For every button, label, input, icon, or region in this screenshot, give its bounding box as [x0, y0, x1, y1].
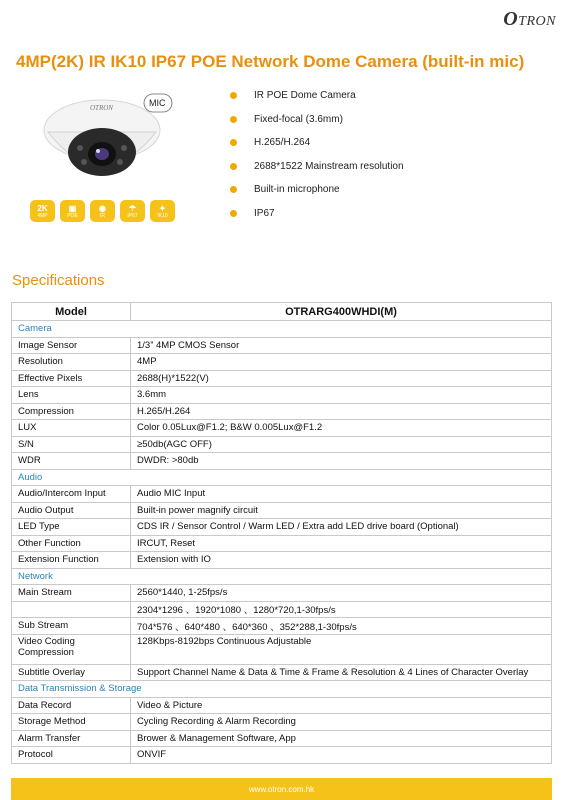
spec-section-row: [12, 568, 552, 585]
spec-label: Sub Stream: [12, 618, 131, 635]
spec-value: ONVIF: [131, 747, 552, 764]
feature-text: Fixed-focal (3.6mm): [254, 113, 343, 125]
spec-value: Support Channel Name & Data & Time & Frame & Resolution & 4 Lines of Character Overlay: [131, 664, 552, 681]
spec-value: 1/3” 4MP CMOS Sensor: [131, 337, 552, 354]
bullet-icon: [230, 210, 237, 217]
spec-label: Main Stream: [12, 585, 131, 602]
feature-list: [230, 90, 404, 231]
feature-text: H.265/H.264: [254, 137, 311, 148]
spec-row: [12, 337, 552, 354]
bullet-icon: [230, 139, 237, 146]
icon-glyph: ✦: [159, 203, 166, 213]
spec-label: Extension Function: [12, 552, 131, 569]
icon-label: POE: [67, 212, 78, 219]
spec-table-header: [12, 303, 552, 321]
spec-section-title: Camera: [12, 321, 552, 338]
spec-value: 704*576 、640*480 、640*360 、352*288,1-30fps/s: [131, 618, 552, 635]
spec-label: [12, 601, 131, 618]
spec-label: LED Type: [12, 519, 131, 536]
spec-row: [12, 486, 552, 503]
spec-row: [12, 714, 552, 731]
spec-label: Compression: [12, 403, 131, 420]
spec-value: DWDR: >80db: [131, 453, 552, 470]
spec-row: [12, 519, 552, 536]
spec-value: Cycling Recording & Alarm Recording: [131, 714, 552, 731]
spec-value: CDS IR / Sensor Control / Warm LED / Extra add LED drive board (Optional): [131, 519, 552, 536]
bullet-icon: [230, 186, 237, 193]
dome-camera-image: [38, 90, 178, 190]
spec-row: [12, 552, 552, 569]
spec-row: [12, 747, 552, 764]
spec-row: [12, 453, 552, 470]
spec-label: Audio/Intercom Input: [12, 486, 131, 503]
spec-label: Subtitle Overlay: [12, 664, 131, 681]
spec-row: [12, 502, 552, 519]
spec-label: WDR: [12, 453, 131, 470]
spec-table: [11, 302, 552, 764]
spec-label: Storage Method: [12, 714, 131, 731]
spec-row: [12, 387, 552, 404]
icon-glyph: ☂: [128, 203, 137, 213]
page-title: 4MP(2K) IR IK10 IP67 POE Network Dome Camera (built-in mic): [16, 52, 525, 71]
spec-value: Color 0.05Lux@F1.2; B&W 0.005Lux@F1.2: [131, 420, 552, 437]
spec-value: 4MP: [131, 354, 552, 371]
spec-section-title: Data Transmission & Storage: [12, 681, 552, 698]
spec-section-row: [12, 681, 552, 698]
icon-glyph: ◉: [99, 203, 106, 213]
feature-icons: [30, 200, 175, 222]
icon-label: IP67: [127, 212, 138, 219]
spec-section-title: Network: [12, 568, 552, 585]
spec-value: 2688(H)*1522(V): [131, 370, 552, 387]
spec-label: Protocol: [12, 747, 131, 764]
feature-text: IR POE Dome Camera: [254, 90, 356, 101]
spec-label: Audio Output: [12, 502, 131, 519]
header-model-value: OTRARG400WHDI(M): [131, 303, 552, 321]
spec-label: Effective Pixels: [12, 370, 131, 387]
camera-logo: OTRON: [90, 104, 113, 112]
header-model-label: Model: [12, 303, 131, 321]
vandal-icon: [150, 200, 175, 222]
specifications-heading: Specifications: [12, 272, 105, 289]
spec-row: [12, 354, 552, 371]
spec-value: 128Kbps-8192bps Continuous Adjustable: [131, 634, 552, 664]
feature-item: [230, 184, 404, 208]
spec-section-row: [12, 469, 552, 486]
spec-value: 2304*1296 、1920*1080 、1280*720,1-30fps/s: [131, 601, 552, 618]
spec-value: Extension with IO: [131, 552, 552, 569]
spec-section-title: Audio: [12, 469, 552, 486]
spec-value: Built-in power magnify circuit: [131, 502, 552, 519]
brand-logo-text: TRON: [518, 14, 556, 29]
feature-text: Built-in microphone: [254, 184, 340, 195]
spec-label: Alarm Transfer: [12, 730, 131, 747]
spec-value: H.265/H.264: [131, 403, 552, 420]
spec-label: Image Sensor: [12, 337, 131, 354]
ir-icon: [90, 200, 115, 222]
spec-label: Lens: [12, 387, 131, 404]
spec-label: S/N: [12, 436, 131, 453]
feature-item: [230, 161, 404, 185]
spec-label: Video Coding Compression: [12, 634, 131, 664]
spec-value: ≥50db(AGC OFF): [131, 436, 552, 453]
spec-label: Resolution: [12, 354, 131, 371]
footer-url[interactable]: www.otron.com.hk: [11, 778, 552, 800]
spec-row: [12, 730, 552, 747]
spec-value: Audio MIC Input: [131, 486, 552, 503]
brand-logo: [503, 8, 556, 31]
spec-row: [12, 664, 552, 681]
resolution-icon: [30, 200, 55, 222]
icon-glyph: 2K: [37, 203, 48, 213]
spec-value: Video & Picture: [131, 697, 552, 714]
mic-badge: MIC: [149, 98, 166, 108]
bullet-icon: [230, 92, 237, 99]
feature-item: [230, 114, 404, 138]
icon-label: IR: [100, 212, 105, 219]
spec-row: [12, 601, 552, 618]
feature-item: [230, 137, 404, 161]
bullet-icon: [230, 163, 237, 170]
icon-label: 4MP: [37, 212, 48, 219]
poe-icon: [60, 200, 85, 222]
bullet-icon: [230, 116, 237, 123]
spec-row: [12, 403, 552, 420]
spec-row: [12, 436, 552, 453]
spec-row: [12, 420, 552, 437]
spec-row: [12, 370, 552, 387]
spec-row: [12, 697, 552, 714]
icon-label: IK10: [157, 212, 168, 219]
feature-item: [230, 90, 404, 114]
spec-value: Brower & Management Software, App: [131, 730, 552, 747]
icon-glyph: ▣: [68, 203, 77, 213]
spec-value: 2560*1440, 1-25fps/s: [131, 585, 552, 602]
spec-row: [12, 535, 552, 552]
spec-row: [12, 618, 552, 635]
brand-logo-initial: O: [503, 8, 519, 30]
spec-row: [12, 634, 552, 664]
feature-item: [230, 208, 404, 232]
feature-text: 2688*1522 Mainstream resolution: [254, 160, 404, 172]
spec-value: IRCUT, Reset: [131, 535, 552, 552]
spec-value: 3.6mm: [131, 387, 552, 404]
spec-section-row: [12, 321, 552, 338]
spec-row: [12, 585, 552, 602]
spec-label: Data Record: [12, 697, 131, 714]
spec-label: LUX: [12, 420, 131, 437]
waterproof-icon: [120, 200, 145, 222]
feature-text: IP67: [254, 207, 275, 219]
spec-label: Other Function: [12, 535, 131, 552]
